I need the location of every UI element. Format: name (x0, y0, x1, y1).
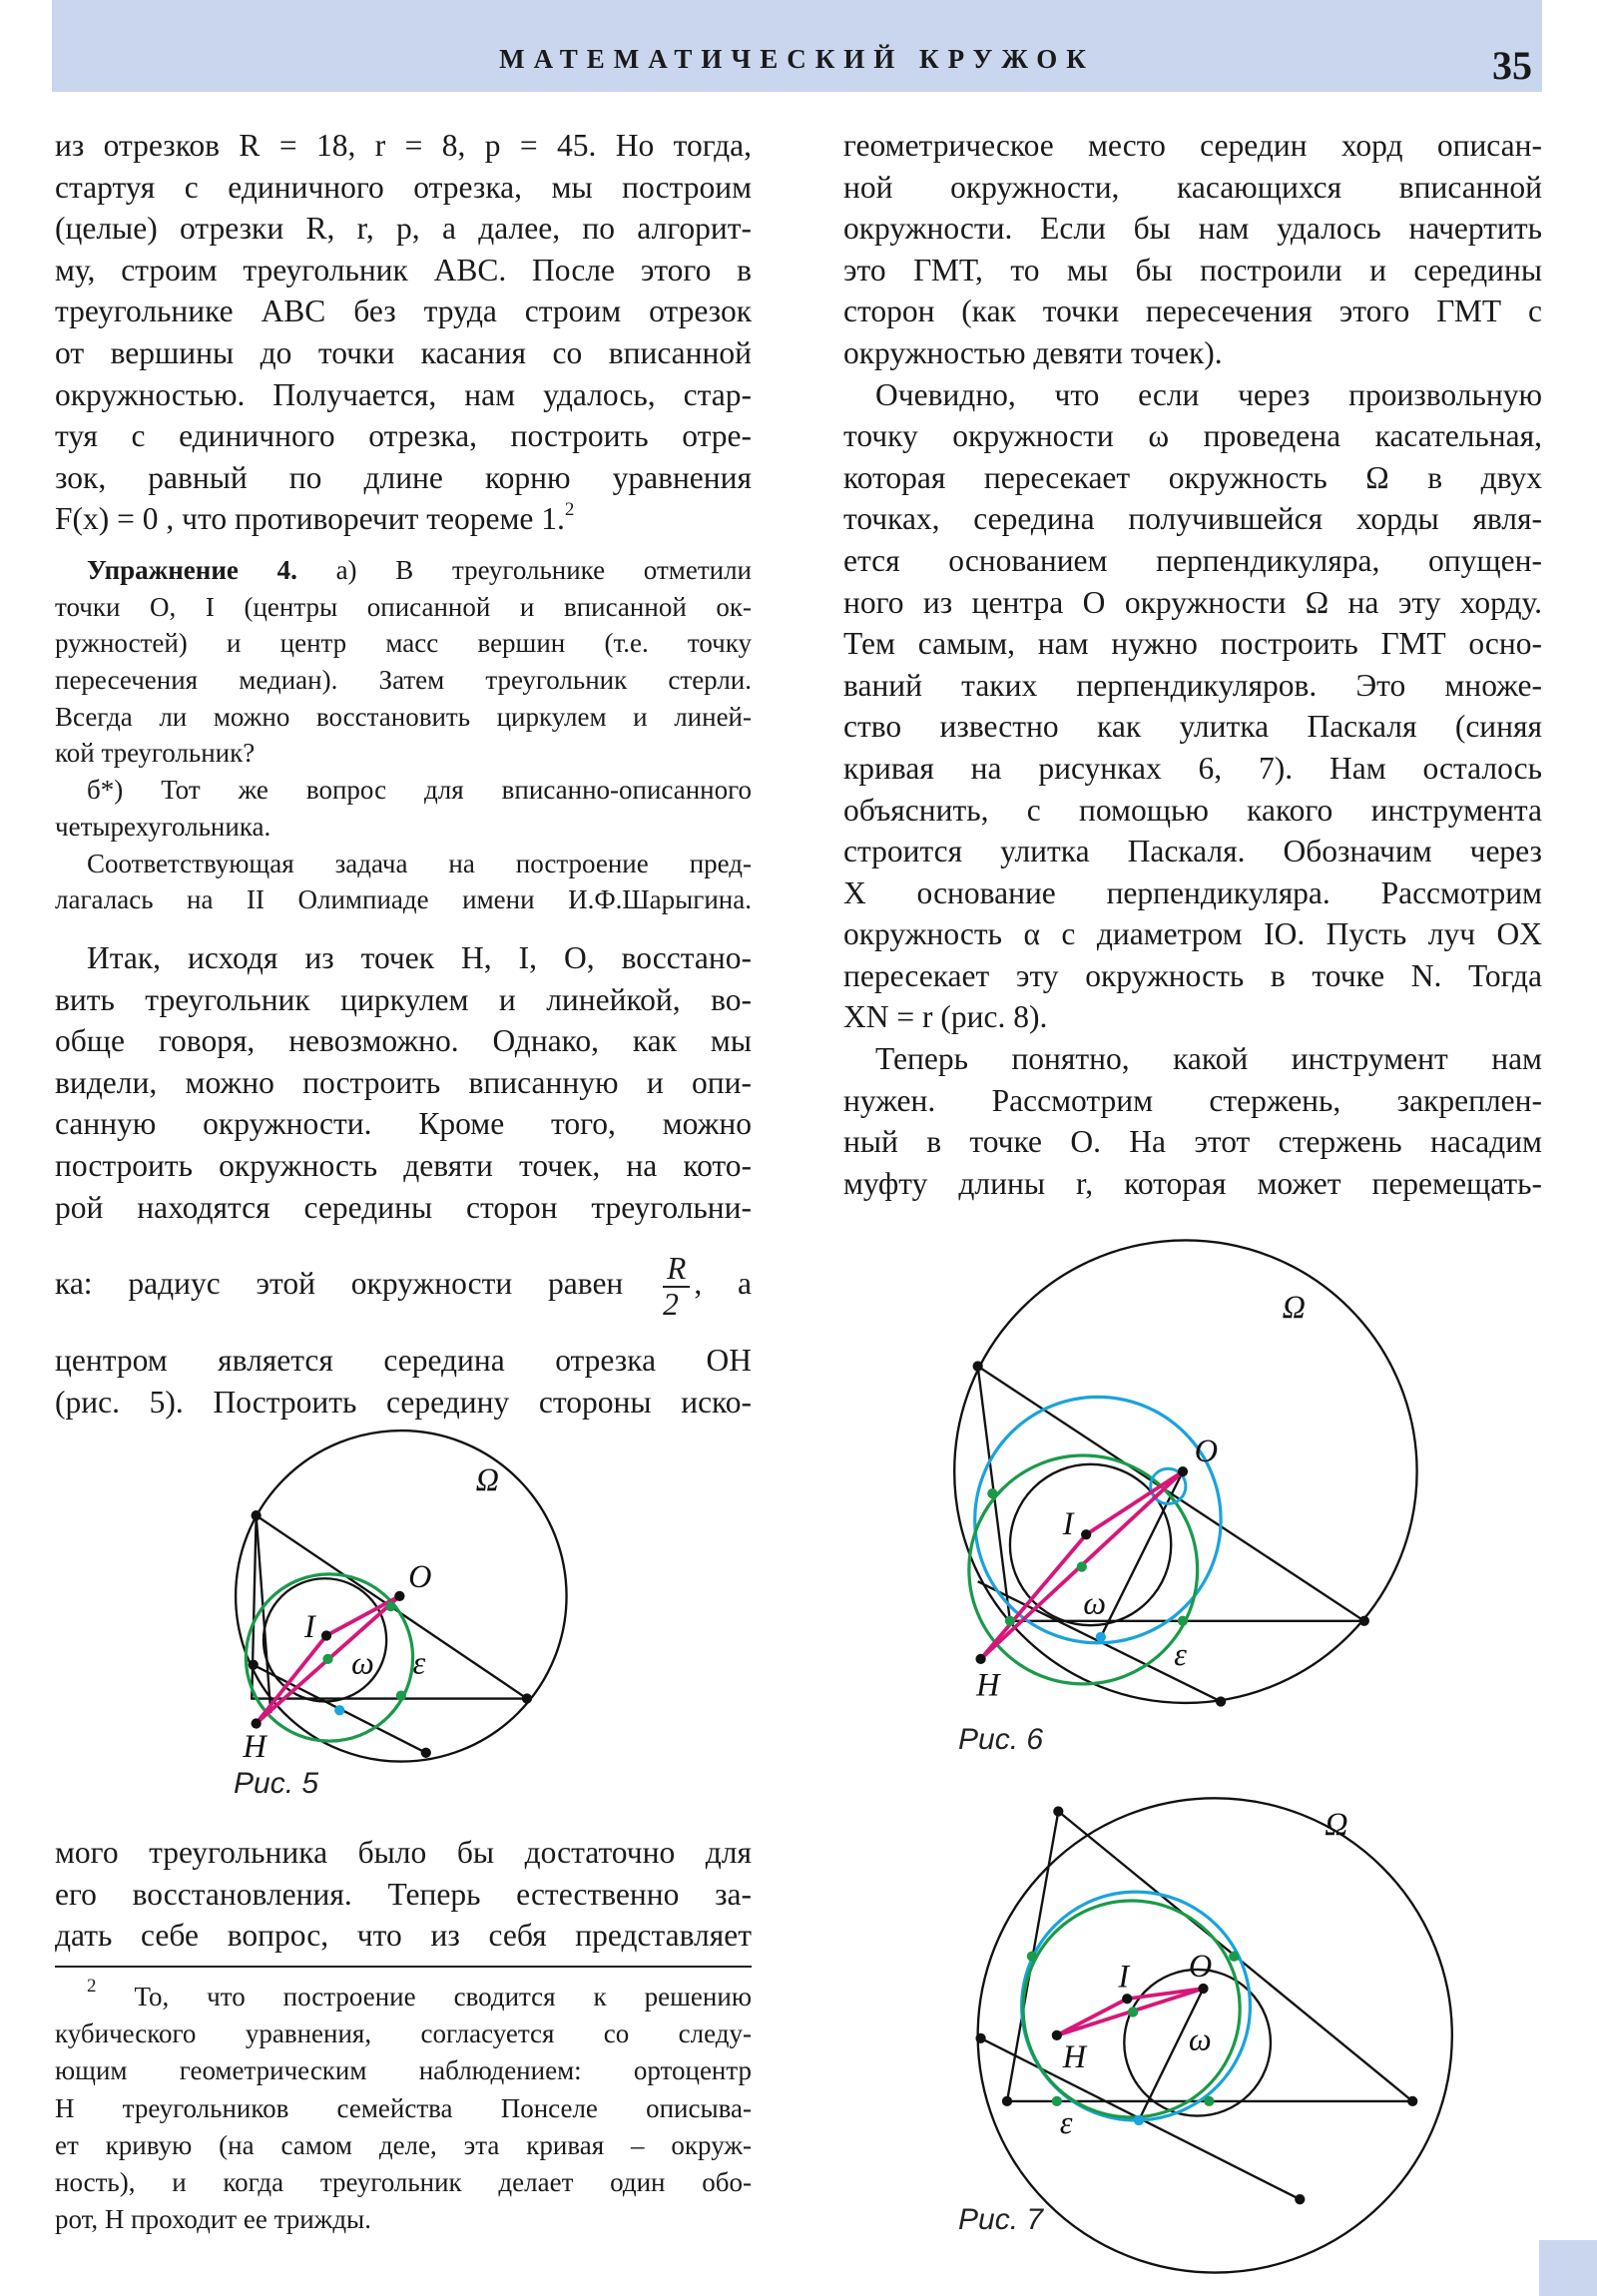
text-line: его восстановления. Теперь естественно за- (55, 1876, 752, 1912)
text-line: рот, H проходит ее трижды. (55, 2204, 371, 2235)
text-line: точку окружности ω проведена касательная, (843, 418, 1542, 454)
figure-7 (975, 1798, 1451, 2272)
text-line: ется основанием перпендикуляра, опущен- (843, 542, 1542, 578)
text-line: окружность α с диаметром IO. Пусть луч OX (843, 916, 1542, 952)
text-line: строится улитка Паскаля. Обозначим через (843, 834, 1542, 869)
text-line: ство известно как улитка Паскаля (синяя (843, 709, 1542, 745)
point (249, 1660, 259, 1670)
text-line: Соответствующая задача на построение пред- (87, 848, 752, 878)
text-line: му, строим треугольник ABC. После этого в (55, 252, 752, 287)
text-line: кой треугольник? (55, 738, 256, 769)
label-epsilon: ε (412, 1644, 426, 1681)
text-line: из отрезков R = 18, r = 8, p = 45. Но тогда, (55, 128, 752, 163)
text-line: вить треугольник циркулем и линейкой, во- (55, 981, 752, 1017)
point-I (1122, 1994, 1132, 2004)
green-point (1204, 2096, 1214, 2106)
text-line: санную окружности. Кроме того, можно (55, 1106, 752, 1142)
footnote-ref[interactable]: 2 (564, 499, 575, 521)
text-line: муфту длины r, которая может перемещать- (843, 1165, 1542, 1201)
text-line: ющим геометрическим наблюдением: ортоцентр (55, 2055, 752, 2086)
point-H (975, 1654, 985, 1664)
label-omega: ω (1083, 1584, 1107, 1621)
text-line: Всегда ли можно восстановить циркулем и линей- (55, 701, 752, 732)
green-point (385, 1601, 395, 1611)
text-line: построить окружность девяти точек, на кото- (55, 1147, 752, 1183)
text-line: кубического уравнения, согласуется со следу- (55, 2018, 752, 2049)
text-fragment: , а (694, 1266, 752, 1302)
green-point (987, 1488, 997, 1498)
text-line: туя с единичного отрезка, построить отре- (55, 418, 752, 454)
fraction-denominator: 2 (663, 1286, 679, 1322)
figure-5 (236, 1431, 566, 1764)
point (973, 1361, 983, 1371)
label-omega-big: Ω (1325, 1805, 1348, 1842)
footnote-number: 2 (87, 1976, 97, 1997)
label-I: I (304, 1607, 315, 1644)
text-line: ной окружности, касающихся вписанной (843, 169, 1542, 205)
point (1216, 1696, 1226, 1706)
text-line: окружности. Если бы нам удалось начертить (843, 211, 1542, 247)
point-H (1052, 2030, 1062, 2040)
point (1359, 1616, 1369, 1626)
text-line: XN = r (рис. 8). (843, 999, 1048, 1035)
text-line: центром является середина отрезка OH (55, 1343, 752, 1379)
text-line: объяснить, с помощью какого инструмента (843, 792, 1542, 828)
label-I: I (1062, 1505, 1074, 1542)
point-O (1178, 1466, 1188, 1476)
green-point (1005, 1616, 1015, 1626)
label-O: O (1188, 1948, 1213, 1985)
text-line: дать себе вопрос, что из себя представляет (55, 1918, 752, 1954)
text-line: видели, можно построить вписанную и опи- (55, 1064, 752, 1100)
point (1407, 2096, 1417, 2106)
label-H: H (976, 1666, 1000, 1703)
text-line: окружностью девяти точек). (843, 334, 1223, 370)
label-I: I (1118, 1958, 1130, 1995)
text-line: сторон (как точки пересечения этого ГМТ с (843, 293, 1542, 329)
text-line: Теперь понятно, какой инструмент нам (875, 1041, 1542, 1077)
blue-point (1134, 2115, 1144, 2125)
text-line: Очевидно, что если через произвольную (875, 376, 1542, 412)
text-line: пересекает эту окружность в точке N. Тогда (843, 957, 1542, 993)
label-H: H (1062, 2038, 1087, 2075)
journal-section-title: МАТЕМАТИЧЕСКИЙ КРУЖОК (499, 44, 1095, 74)
green-point (1229, 1952, 1239, 1962)
point-O (1198, 1984, 1208, 1994)
text-line: рой находятся середины сторон треугольни- (55, 1189, 752, 1225)
green-point (396, 1690, 406, 1700)
figure-6 (954, 1240, 1416, 1706)
point (421, 1748, 431, 1758)
text-line: Итак, исходя из точек H, I, O, восстано- (87, 940, 752, 975)
text-line: (рис. 5). Построить середину стороны иско- (55, 1384, 752, 1420)
point (252, 1510, 262, 1520)
point (522, 1693, 532, 1703)
label-O: O (408, 1558, 432, 1595)
text-line: мого треугольника было бы достаточно для (55, 1835, 752, 1870)
text-line: окружностью. Получается, нам удалось, стар- (55, 376, 752, 412)
text-line: стартуя с единичного отрезка, мы построим (55, 169, 752, 205)
text-line: от вершины до точки касания со вписанной (55, 334, 752, 370)
text-line: ружностей) и центр масс вершин (т.е. точку (55, 628, 752, 659)
text-fragment: а) В треугольнике отметили (296, 555, 752, 585)
point-I (321, 1630, 331, 1640)
text-line: ет кривую (на самом деле, эта кривая – окруж- (55, 2129, 752, 2160)
green-point (1178, 1616, 1188, 1626)
point-O (394, 1591, 404, 1601)
text-fragment: ка: радиус этой окружности равен (55, 1266, 624, 1302)
text-line: точках, середина получившейся хорды явля- (843, 501, 1542, 537)
text-line: лагалась на II Олимпиаде имени И.Ф.Шарыгина. (55, 884, 752, 915)
label-omega: ω (350, 1644, 374, 1681)
label-H: H (243, 1728, 266, 1765)
text-line: нужен. Рассмотрим стержень, закреплен- (843, 1082, 1542, 1118)
label-omega-big: Ω (475, 1461, 499, 1498)
text-line: ного из центра O окружности Ω на эту хорду. (843, 584, 1542, 620)
text-line: ный в точке O. На этот стержень насадим (843, 1124, 1542, 1160)
fraction-numerator: R (663, 1252, 690, 1288)
text-line: зок, равный по длине корню уравнения (55, 459, 752, 495)
green-point (1077, 1561, 1087, 1571)
figure-7-caption: Рис. 7 (958, 2203, 1044, 2236)
label-O: O (1194, 1432, 1218, 1468)
text-line: X основание перпендикуляра. Рассмотрим (843, 874, 1542, 910)
point-H (252, 1718, 262, 1728)
text-line: обще говоря, невозможно. Однако, как мы (55, 1023, 752, 1059)
text-line: точки O, I (центры описанной и вписанной ок- (55, 591, 752, 622)
label-epsilon: ε (1174, 1635, 1187, 1672)
blue-point (1096, 1632, 1106, 1642)
text-fragment: F(x) = 0 , что противоречит теореме 1. (55, 501, 565, 537)
text-line: H треугольников семейства Понселе описыва- (55, 2092, 752, 2123)
text-line: геометрическое место середин хорд описан- (843, 128, 1542, 163)
text-line: треугольнике ABC без труда строим отрезок (55, 293, 752, 329)
exercise-label: Упражнение 4. (87, 555, 297, 585)
text-line: кривая на рисунках 6, 7). Нам осталось (843, 750, 1542, 786)
text-fragment: То, что построение сводится к решению (96, 1982, 752, 2011)
text-line: которая пересекает окружность Ω в двух (843, 459, 1542, 495)
text-line: (целые) отрезки R, r, p, а далее, по алгорит- (55, 211, 752, 247)
figure-5-caption: Рис. 5 (234, 1767, 319, 1800)
blue-point (334, 1705, 344, 1715)
point (1002, 2096, 1012, 2106)
label-omega: ω (1188, 2020, 1212, 2057)
text-line: ность), и когда треугольник делает один обо- (55, 2166, 752, 2197)
text-line: пересечения медиан). Затем треугольник стерли. (55, 665, 752, 696)
label-epsilon: ε (1059, 2104, 1073, 2141)
page-number: 35 (1492, 43, 1532, 88)
point (975, 2033, 985, 2043)
figure-6-caption: Рис. 6 (958, 1723, 1044, 1756)
label-omega-big: Ω (1282, 1289, 1307, 1326)
text-line: четырехугольника. (55, 811, 271, 842)
point-I (1081, 1529, 1091, 1539)
point (1295, 2194, 1305, 2204)
text-line: ваний таких перпендикуляров. Это множе- (843, 667, 1542, 703)
green-point (1128, 2007, 1138, 2016)
green-point (322, 1654, 332, 1664)
point (1053, 1806, 1063, 1816)
text-line: Тем самым, нам нужно построить ГМТ осно- (843, 626, 1542, 662)
text-line: б*) Тот же вопрос для вписанно-описанного (87, 775, 752, 806)
green-point (1027, 1952, 1037, 1962)
text-line: это ГМТ, то мы бы построили и середины (843, 252, 1542, 287)
